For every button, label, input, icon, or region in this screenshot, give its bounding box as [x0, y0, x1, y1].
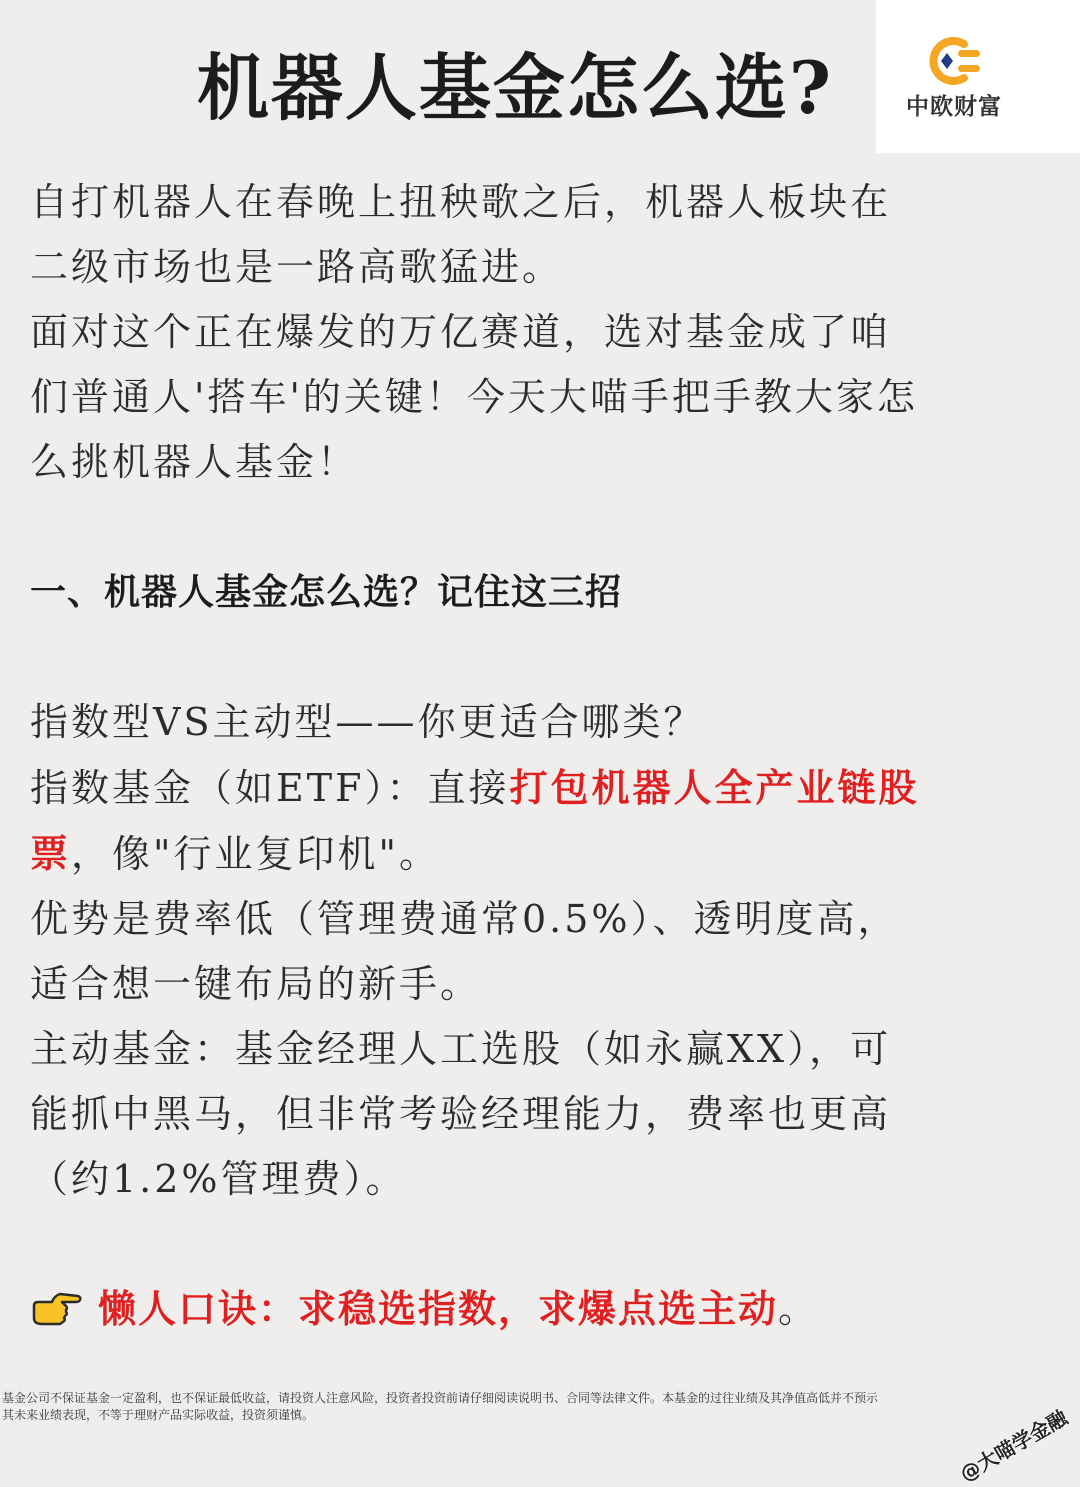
pointing-hand-icon: [30, 1290, 82, 1330]
spacer: [30, 495, 930, 560]
author-watermark: @大喵学金融: [955, 1405, 1072, 1487]
index-fund-suffix: ，像"行业复印机"。: [71, 832, 440, 876]
intro-paragraph-1: 自打机器人在春晚上扭秧歌之后，机器人板块在二级市场也是一路高歌猛进。: [30, 180, 892, 289]
brand-logo: [876, 0, 1080, 153]
brand-logo-icon: [924, 36, 986, 86]
spacer: [30, 625, 930, 690]
section-heading: 一、机器人基金怎么选？记住这三招: [30, 572, 623, 613]
brand-logo-text: 中欧财富: [906, 94, 1002, 120]
spacer: [30, 1212, 930, 1277]
index-fund-prefix: 指数基金（如ETF）：直接: [30, 766, 510, 810]
tip-text: 懒人口诀：求稳选指数，求爆点选主动: [98, 1287, 779, 1331]
tip-line: [30, 1277, 930, 1342]
risk-disclaimer: 基金公司不保证基金一定盈利，也不保证最低收益，请投资人注意风险，投资者投资前请仔细阅读说明书、合同等法律文件。本基金的过往业绩及其净值高低并不预示其未来业绩表现，不等于理财产品实际收益，投资须谨慎。: [2, 1391, 879, 1422]
compare-question: 指数型VS主动型——你更适合哪类？: [30, 700, 705, 744]
index-fund-highlight: 打包机器人全产业链股票: [30, 765, 920, 876]
intro-paragraph-2: 面对这个正在爆发的万亿赛道，选对基金成了咱们普通人'搭车'的关键！今天大喵手把手教大家怎么挑机器人基金！: [30, 310, 918, 484]
article-body: [30, 170, 930, 1342]
tip-end: 。: [778, 1287, 819, 1331]
page-title: 机器人基金怎么选?: [196, 45, 834, 130]
active-fund-paragraph: 主动基金：基金经理人工选股（如永赢XX），可能抓中黑马，但非常考验经理能力，费率也更高（约1.2%管理费）。: [30, 1027, 892, 1201]
index-fund-advantage: 优势是费率低（管理费通常0.5%）、透明度高，适合想一键布局的新手。: [30, 897, 899, 1006]
index-fund-paragraph: [30, 755, 930, 887]
